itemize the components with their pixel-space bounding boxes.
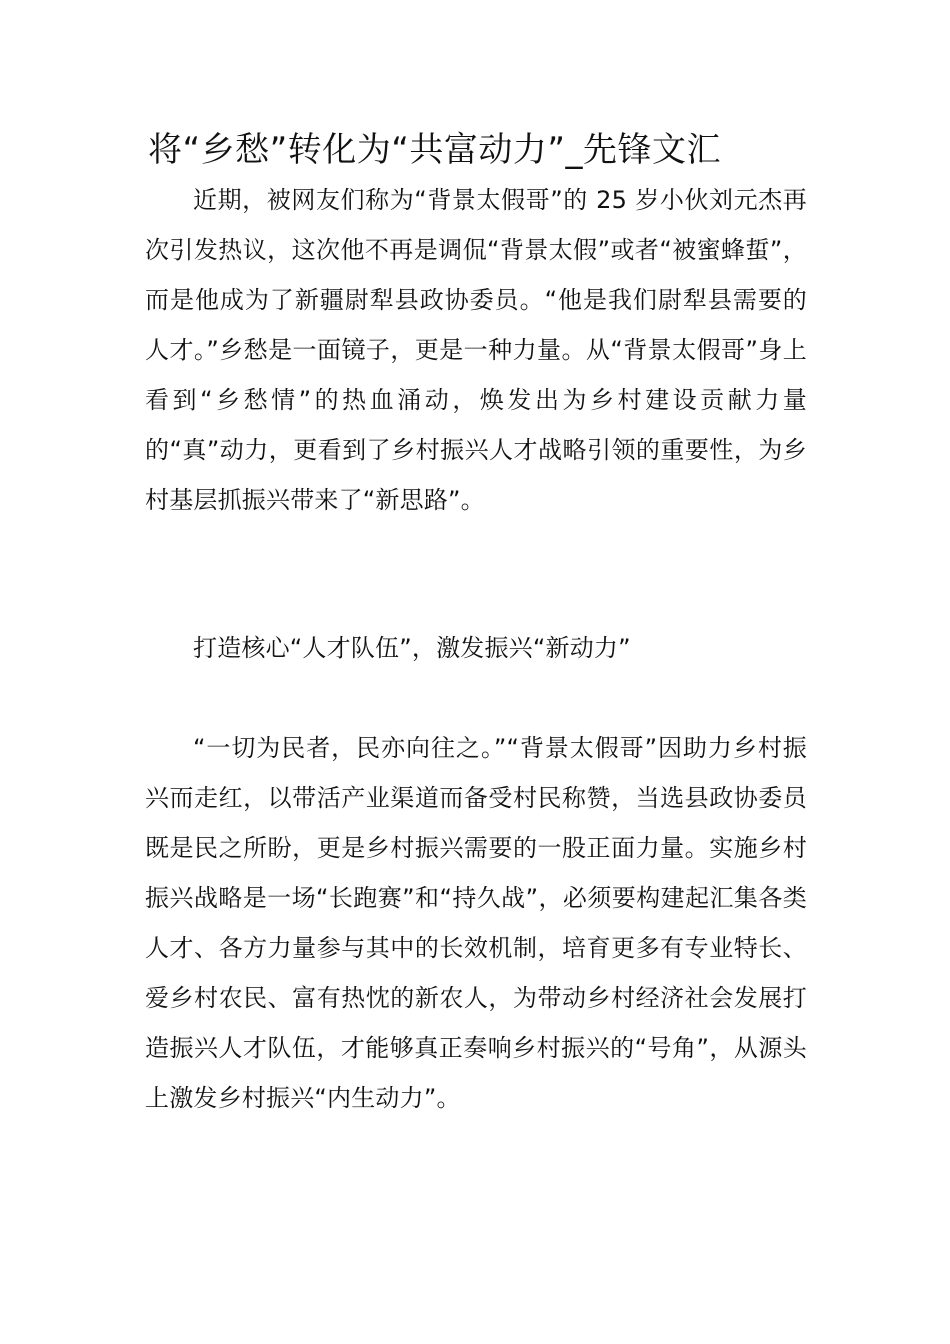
intro-paragraph: 近期，被网友们称为“背景太假哥”的 25 岁小伙刘元杰再次引发热议，这次他不再是调侃“背景太假”或者“被蜜蜂蜇”，而是他成为了新疆尉犁县政协委员。“他是我们尉犁县需要的人才。”乡愁是一面镜子，更是一种力量。从“背景太假哥”身上看到“乡愁情”的热血涌动，焕发出为乡村建设贡献力量的“真”动力，更看到了乡村振兴人才战略引领的重要性，为乡村基层抓振兴带来了“新思路”。 — [145, 186, 807, 514]
section-heading: 打造核心“人才队伍”，激发振兴“新动力” — [193, 634, 631, 662]
document-title: 将“乡愁”转化为“共富动力”_先锋文汇 — [148, 130, 721, 170]
body-paragraph: “一切为民者，民亦向往之。”“背景太假哥”因助力乡村振兴而走红，以带活产业渠道而备受村民称赞，当选县政协委员既是民之所盼，更是乡村振兴需要的一股正面力量。实施乡村振兴战略是一场“长跑赛”和“持久战”，必须要构建起汇集各类人才、各方力量参与其中的长效机制，培育更多有专业特长、爱乡村农民、富有热忱的新农人，为带动乡村经济社会发展打造振兴人才队伍，才能够真正奏响乡村振兴的“号角”，从源头上激发乡村振兴“内生动力”。 — [145, 734, 807, 1112]
